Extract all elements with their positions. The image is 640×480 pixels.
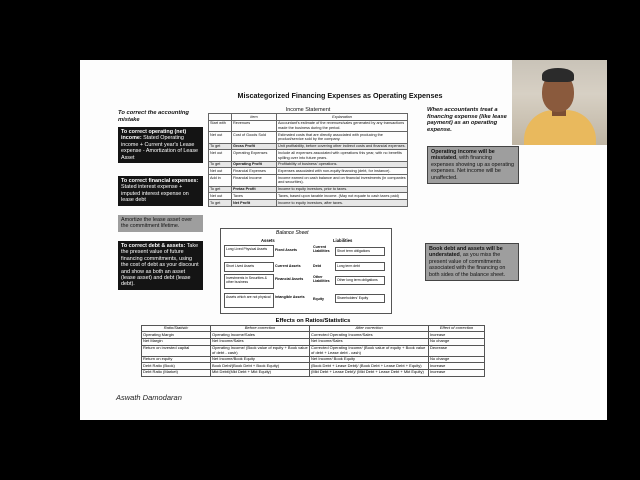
row-item: Cost of Goods Sold bbox=[232, 132, 277, 143]
row-op: Add in bbox=[209, 175, 232, 186]
cell: Corrected Operating Income/ (Book value of equity + Book value of debt + Lease debt - cash) bbox=[310, 345, 429, 356]
asset-box: Investments in Securities & other business bbox=[224, 274, 274, 289]
table-row bbox=[142, 345, 485, 356]
author-name: Aswath Damodaran bbox=[116, 393, 182, 402]
liabilities-header: Liabilities bbox=[333, 238, 353, 243]
ratios-header: After correction bbox=[310, 326, 429, 332]
cell: Net Income/ Book Equity bbox=[310, 356, 429, 363]
ratios-caption: Effects on Ratios/Statistics bbox=[275, 318, 351, 324]
debt-assets-understated-text: , as you miss the present value of commitments associated with the financing on both sides of the balance sheet. bbox=[429, 252, 506, 278]
table-row bbox=[142, 363, 485, 370]
liability-label: Debt bbox=[313, 264, 321, 268]
cell: Return on invested capital bbox=[142, 345, 211, 356]
correct-financial-expenses-box bbox=[118, 176, 203, 206]
liability-box: Other long term obligations bbox=[335, 276, 385, 285]
asset-box: Assets which are not physical bbox=[224, 293, 274, 308]
row-item: Financial Income bbox=[232, 175, 277, 186]
balance-sheet-caption: Balance Sheet bbox=[276, 230, 309, 236]
cell: Book Debt/(Book Debt + Book Equity) bbox=[211, 363, 310, 370]
row-explanation: Taxes, based upon taxable income. (May not equate to cash taxes paid) bbox=[277, 193, 408, 200]
right-heading: When accountants treat a financing expense (like lease payment) as an operating expense. bbox=[427, 107, 507, 133]
ratios-table bbox=[141, 325, 485, 377]
operating-income-misstated-box bbox=[427, 146, 519, 184]
cell: Increase bbox=[429, 369, 485, 376]
correct-debt-assets-text: Take the present value of future financing commitments, using the cost of debt as your discount and show as both an asset (lease asset) and debt (lease debt). bbox=[121, 243, 199, 288]
assets-header: Assets bbox=[261, 238, 275, 243]
table-row bbox=[209, 193, 408, 200]
table-row bbox=[209, 168, 408, 175]
cell: Operating Income/Sales bbox=[211, 332, 310, 339]
income-header-row bbox=[209, 114, 408, 121]
row-item: Net Profit bbox=[232, 200, 277, 207]
asset-label: Fixed Assets bbox=[275, 248, 298, 252]
cell: (Book Debt + Lease Debt)/ (Book Debt + Lease Debt + Equity) bbox=[310, 363, 429, 370]
balance-sheet bbox=[220, 228, 392, 314]
cell: Operating Margin bbox=[142, 332, 211, 339]
liability-box: Long term debt bbox=[335, 262, 385, 271]
operating-income-misstated-text: , with financing expenses showing up as operating expenses. Net income will be unaffected. bbox=[431, 155, 515, 181]
table-row bbox=[142, 332, 485, 339]
correct-financial-expenses-bold: To correct financial expenses: bbox=[121, 178, 199, 184]
asset-label: Financial Assets bbox=[275, 277, 304, 281]
ratios-header: Ratio/Statistic bbox=[142, 326, 211, 332]
cell: No change bbox=[429, 356, 485, 363]
liability-label: Current Liabilities bbox=[313, 245, 330, 253]
slide-title: Miscategorized Financing Expenses as Operating Expenses bbox=[237, 91, 443, 100]
cell: Increase bbox=[429, 332, 485, 339]
row-op: Start with bbox=[209, 120, 232, 131]
income-statement-table bbox=[208, 113, 408, 207]
row-explanation: Estimated costs that are directly associated with producing the product/service sold by the company. bbox=[277, 132, 408, 143]
row-op: Net out bbox=[209, 168, 232, 175]
table-row bbox=[209, 150, 408, 161]
row-explanation: Include all expenses associated with operations this year, with no benefits spilling over into future years. bbox=[277, 150, 408, 161]
asset-box: Long Lived Physical Assets bbox=[224, 245, 274, 257]
cell: Net Margin bbox=[142, 338, 211, 345]
row-explanation: Income to equity investors, prior to taxes. bbox=[277, 186, 408, 193]
debt-assets-understated-box bbox=[425, 243, 519, 281]
table-row bbox=[209, 186, 408, 193]
cell: Return on equity bbox=[142, 356, 211, 363]
table-row bbox=[142, 356, 485, 363]
table-row bbox=[142, 369, 485, 376]
correct-operating-income-box bbox=[118, 127, 203, 163]
income-statement bbox=[208, 107, 408, 207]
table-row bbox=[209, 161, 408, 168]
row-op: Net out bbox=[209, 132, 232, 143]
cell: Mkt Debt/(Mkt Debt + Mkt Equity) bbox=[211, 369, 310, 376]
income-header-op bbox=[209, 114, 232, 121]
correct-operating-income-bold: To correct operating (net) income: bbox=[121, 129, 187, 142]
table-row bbox=[209, 143, 408, 150]
cell: (Mkt Debt + Lease Debt)/ (Mkt Debt + Lease Debt + Mkt Equity) bbox=[310, 369, 429, 376]
table-row bbox=[209, 120, 408, 131]
correct-financial-expenses-text: Stated interest expense + imputed interest expense on lease debt bbox=[121, 184, 189, 204]
row-explanation: Income to equity investors, after taxes. bbox=[277, 200, 408, 207]
row-item: Pretax Profit bbox=[232, 186, 277, 193]
row-item: Financial Expenses bbox=[232, 168, 277, 175]
left-heading: To correct the accounting mistake bbox=[118, 110, 189, 123]
cell: Operating Income/ (Book value of equity + Book value of debt - cash) bbox=[212, 345, 308, 355]
row-item: Taxes bbox=[232, 193, 277, 200]
cell: No change bbox=[429, 338, 485, 345]
row-explanation: Profitability of business' operations. bbox=[277, 161, 408, 168]
cell: Net Income/Book Equity bbox=[211, 356, 310, 363]
row-explanation: Unit profitability, before covering other indirect costs and financial expenses. bbox=[278, 144, 406, 149]
row-item: Gross Profit bbox=[232, 143, 277, 150]
row-op: To get bbox=[209, 186, 232, 193]
liability-box: Shareholders' Equity bbox=[335, 294, 385, 303]
amortize-lease-box: Amortize the lease asset over the commitment lifetime. bbox=[118, 215, 203, 232]
row-explanation: Expenses associated with non-equity financing (debt, for instance). bbox=[277, 168, 408, 175]
correct-debt-assets-box bbox=[118, 241, 203, 290]
income-header-explanation: Explanation bbox=[277, 114, 408, 121]
correct-operating-income-text: Stated Operating income + Current year's Lease expense - Amortization of Lease Asset bbox=[121, 135, 199, 161]
table-row bbox=[209, 132, 408, 143]
income-header-item: Item bbox=[232, 114, 277, 121]
cell: Increase bbox=[429, 363, 485, 370]
cell: Decrease bbox=[429, 345, 485, 356]
slide bbox=[80, 60, 607, 420]
row-op: To get bbox=[209, 200, 232, 207]
cell: Net Income/Sales bbox=[211, 338, 310, 345]
cell: Debt Ratio (Book) bbox=[142, 363, 211, 370]
asset-label: Current Assets bbox=[275, 264, 301, 268]
row-op: Net out bbox=[209, 193, 232, 200]
ratios-header: Effect of correction bbox=[429, 326, 485, 332]
row-item: Operating Expenses bbox=[232, 150, 277, 161]
ratios-section bbox=[141, 318, 485, 377]
operating-income-misstated-bold: Operating income will be misstated bbox=[431, 149, 495, 162]
row-explanation: Income earned on cash balance and on financial investments (in companies and securities). bbox=[278, 175, 406, 185]
correct-debt-assets-bold: To correct debt & assets: bbox=[121, 243, 186, 249]
row-op: Net out bbox=[209, 150, 232, 161]
asset-box: Short Lived Assets bbox=[224, 262, 274, 272]
table-row bbox=[209, 175, 408, 186]
liability-label: Equity bbox=[313, 297, 324, 301]
row-item: Operating Profit bbox=[232, 161, 277, 168]
ratios-header: Before correction bbox=[211, 326, 310, 332]
asset-label: Intangible Assets bbox=[275, 295, 305, 299]
row-op: To get bbox=[209, 161, 232, 168]
cell: Debt Ratio (Market) bbox=[142, 369, 211, 376]
row-explanation: Accountant's estimate of the revenues/sales generated by any transactions made the business during the period. bbox=[277, 120, 408, 131]
table-row bbox=[142, 338, 485, 345]
table-row bbox=[209, 200, 408, 207]
income-statement-caption: Income Statement bbox=[285, 107, 331, 113]
presenter-webcam bbox=[512, 60, 607, 145]
cell: Net Income/Sales bbox=[310, 338, 429, 345]
liability-box: Short term obligations bbox=[335, 247, 385, 256]
row-op: To get bbox=[209, 143, 232, 150]
cell: Corrected Operating Income/Sales bbox=[310, 332, 429, 339]
liability-label: Other Liabilities bbox=[313, 275, 330, 283]
presenter-hair bbox=[542, 68, 574, 82]
debt-assets-understated-bold: Book debt and assets will be understated bbox=[429, 246, 503, 259]
row-item: Revenues bbox=[232, 120, 277, 131]
